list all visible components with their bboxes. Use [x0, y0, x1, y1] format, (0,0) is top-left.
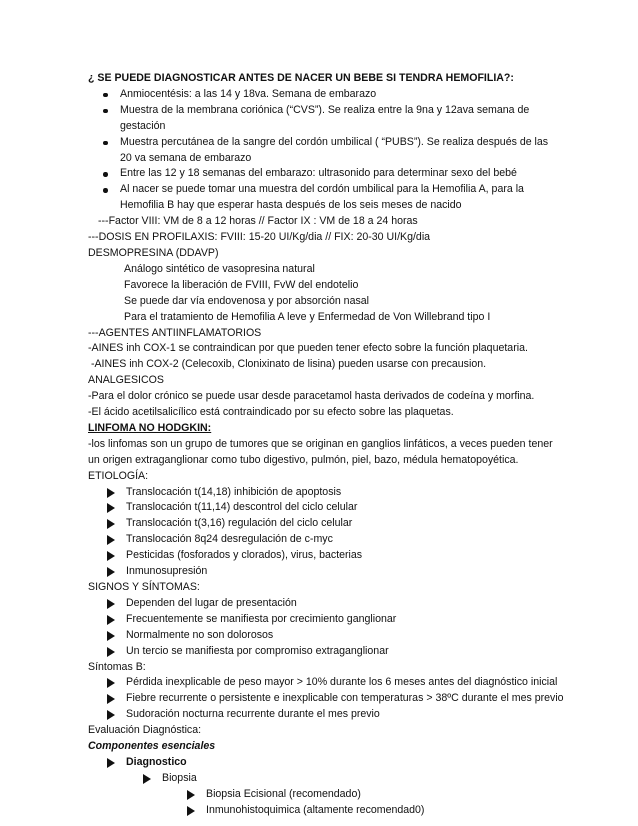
desmopresina-line: Análogo sintético de vasopresina natural — [124, 262, 315, 275]
list-item — [88, 771, 558, 787]
arrow-bullet-icon — [107, 694, 115, 704]
analgesicos-line: -El ácido acetilsalicílico está contraindicado por su efecto sobre las plaquetas. — [88, 406, 454, 419]
list-item-text: Biopsia Ecisional (recomendado) — [206, 787, 361, 800]
arrow-bullet-icon — [107, 567, 115, 577]
analgesicos-line: -Para el dolor crónico se puede usar desde paracetamol hasta derivados de codeína y morfina. — [88, 390, 535, 403]
componentes-title: Componentes esenciales — [88, 740, 216, 753]
list-item-text: Inmunohistoquimica (altamente recomendad0) — [206, 803, 425, 816]
arrow-bullet-icon — [107, 535, 115, 545]
list-item-text: Translocación 8q24 desregulación de c-myc — [126, 533, 333, 546]
list-item — [88, 612, 558, 628]
prenatal-heading: ¿ SE PUEDE DIAGNOSTICAR ANTES DE NACER UN BEBE SI TENDRA HEMOFILIA?: — [88, 72, 514, 84]
list-item-text: Frecuentemente se manifiesta por crecimiento ganglionar — [126, 612, 397, 625]
list-item-text: Al nacer se puede tomar una muestra del cordón umbilical para la Hemofilia A, para la Hemofilia B hay que esperar hasta después de los seis meses de nacido — [120, 183, 524, 212]
arrow-bullet-icon — [143, 774, 151, 784]
list-item — [88, 691, 564, 707]
list-item-text: Inmunosupresión — [126, 565, 208, 578]
arrow-bullet-icon — [187, 790, 195, 800]
arrow-bullet-icon — [107, 631, 115, 641]
list-item-text: Sudoración nocturna recurrente durante el mes previo — [126, 708, 380, 721]
evaluacion-title: Evaluación Diagnóstica: — [88, 724, 202, 737]
arrow-bullet-icon — [107, 503, 115, 513]
list-item — [88, 803, 558, 819]
arrow-bullet-icon — [107, 647, 115, 657]
list-item-text: Translocación t(11,14) descontrol del ciclo celular — [126, 501, 358, 514]
arrow-bullet-icon — [107, 615, 115, 625]
bullet-icon — [103, 93, 108, 98]
arrow-bullet-icon — [107, 710, 115, 720]
bullet-icon — [103, 109, 108, 114]
list-item-text: Translocación t(14,18) inhibición de apoptosis — [126, 485, 342, 498]
list-item — [88, 675, 558, 691]
aines-title: ---AGENTES ANTIINFLAMATORIOS — [88, 326, 262, 339]
arrow-bullet-icon — [107, 599, 115, 609]
list-item-text: Translocación t(3,16) regulación del ciclo celular — [126, 517, 353, 530]
list-item-text: Muestra de la membrana coriónica (“CVS”). Se realiza entre la 9na y 12ava semana de gestación — [120, 103, 530, 132]
bullet-icon — [103, 141, 108, 146]
list-item — [88, 516, 558, 532]
arrow-bullet-icon — [107, 519, 115, 529]
bullet-icon — [103, 188, 108, 193]
list-item — [88, 485, 558, 501]
desmopresina-title: DESMOPRESINA (DDAVP) — [88, 246, 219, 259]
list-item — [88, 644, 558, 660]
list-item — [88, 500, 558, 516]
list-item-text: Fiebre recurrente o persistente e inexplicable con temperaturas > 38ºC durante el mes previo — [126, 692, 564, 705]
desmopresina-line: Se puede dar vía endovenosa y por absorción nasal — [124, 294, 370, 307]
desmopresina-line: Para el tratamiento de Hemofilia A leve y Enfermedad de Von Willebrand tipo I — [124, 310, 491, 323]
list-item — [88, 87, 558, 103]
analgesicos-title: ANALGESICOS — [88, 374, 164, 387]
list-item-text: Anmiocentésis: a las 14 y 18va. Semana de embarazo — [120, 87, 377, 100]
biopsia-label: Biopsia — [162, 771, 197, 784]
arrow-bullet-icon — [107, 758, 115, 768]
list-item-text: Entre las 12 y 18 semanas del embarazo: ultrasonido para determinar sexo del bebé — [120, 167, 517, 180]
bullet-icon — [103, 172, 108, 177]
signos-title: SIGNOS Y SÍNTOMAS: — [88, 581, 200, 593]
aines-line: -AINES inh COX-1 se contraindican por que pueden tener efecto sobre la función plaquetaria. — [88, 342, 528, 355]
arrow-bullet-icon — [107, 678, 115, 688]
desmopresina-line: Favorece la liberación de FVIII, FvW del endotelio — [124, 278, 359, 291]
list-item — [88, 135, 558, 167]
arrow-bullet-icon — [187, 806, 195, 816]
arrow-bullet-icon — [107, 551, 115, 561]
list-item-text: Pesticidas (fosforados y clorados), virus, bacterias — [126, 549, 363, 562]
list-item — [88, 166, 558, 182]
list-item — [88, 548, 558, 564]
list-item — [88, 707, 558, 723]
list-item-text: Dependen del lugar de presentación — [126, 596, 297, 609]
list-item — [88, 103, 558, 135]
list-item-text: Normalmente no son dolorosos — [126, 628, 274, 641]
list-item-text: Pérdida inexplicable de peso mayor > 10% durante los 6 meses antes del diagnóstico inicial — [126, 676, 558, 689]
aines-line: -AINES inh COX-2 (Celecoxib, Clonixinato de lisina) pueden usarse con precausion. — [88, 358, 487, 371]
linfoma-title: LINFOMA NO HODGKIN: — [88, 421, 212, 434]
list-item-text: Muestra percutánea de la sangre del cordón umbilical ( “PUBS”). Se realiza después de las 20 va semana de embarazo — [120, 135, 549, 164]
list-item — [88, 182, 558, 214]
document-page — [88, 71, 564, 819]
list-item-text: Un tercio se manifiesta por compromiso extraganglionar — [126, 644, 389, 657]
list-item — [88, 755, 558, 771]
list-item — [88, 564, 558, 580]
list-item — [88, 787, 558, 803]
diagnostico-label: Diagnostico — [126, 755, 187, 768]
arrow-bullet-icon — [107, 488, 115, 498]
list-item — [88, 596, 558, 612]
linfoma-description: -los linfomas son un grupo de tumores que se originan en ganglios linfáticos, a veces pueden tener un origen extraganglionar como tubo digestivo, pulmón, piel, bazo, médula hematopoyética. — [88, 437, 553, 466]
etiologia-title: ETIOLOGÍA: — [88, 469, 149, 482]
sintomas-b-title: Síntomas B: — [88, 660, 146, 673]
list-item — [88, 628, 558, 644]
factor-line: ---Factor VIII: VM de 8 a 12 horas // Factor IX : VM de 18 a 24 horas — [98, 215, 418, 228]
list-item — [88, 532, 558, 548]
dosis-line: ---DOSIS EN PROFILAXIS: FVIII: 15-20 UI/Kg/dia // FIX: 20-30 UI/Kg/dia — [88, 231, 431, 244]
